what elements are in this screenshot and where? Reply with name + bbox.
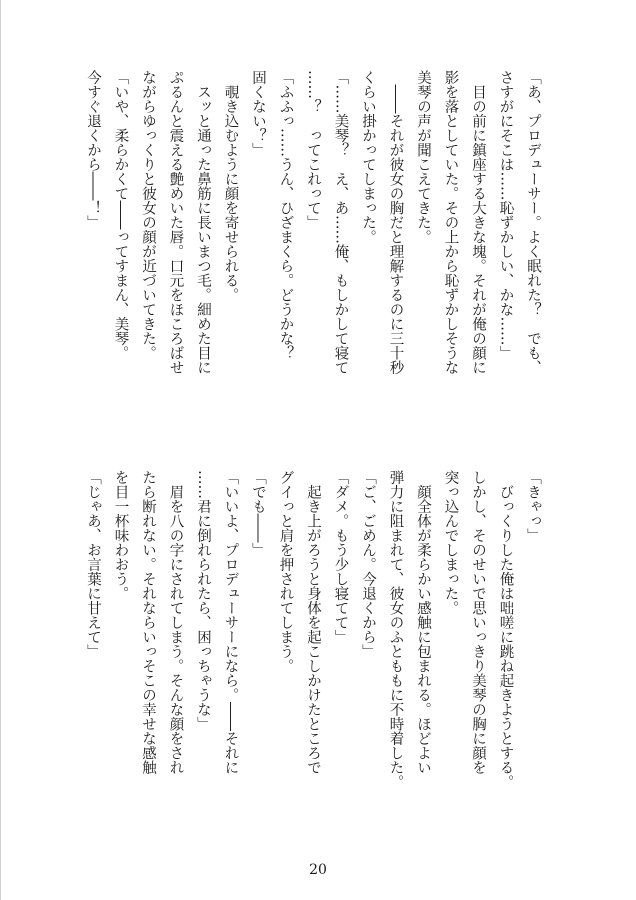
text-block-bottom (76, 470, 546, 850)
text-line: 「じゃあ、お言葉に甘えて」 (85, 470, 101, 659)
text-line: ながらゆっくりと彼女の顔が近づいてきた。 (140, 70, 156, 360)
text-line: 突っ込んでしまった。 (442, 470, 459, 615)
text-line: 今すぐ退くから――！」 (85, 70, 101, 230)
text-line: 「いいよ、プロデューサーになら。――それに (222, 470, 239, 775)
text-line: 「ダメ。もう少し寝てて」 (332, 470, 349, 644)
text-line: 「いや、柔らかくて――ってすまん、美琴。 (112, 70, 129, 360)
text-line: 「きゃっ」 (525, 470, 541, 543)
text-line: グイっと肩を押されてしまう。 (277, 470, 294, 673)
text-line: びっくりした俺は咄嗟に跳ね起きようとする。 (497, 470, 514, 789)
text-line: くらい掛かってしまった。 (360, 70, 376, 244)
text-line: ――それが彼女の胸だと理解するのに三十秒 (387, 70, 404, 375)
text-line: 起き上がろうと身体を起こしかけたところで (305, 470, 321, 775)
text-line: しかし、そのせいで思いっきり美琴の胸に顔を (470, 470, 486, 775)
text-line: ……？ ってこれって」 (305, 70, 321, 230)
text-line: 眉を八の字にされてしまう。そんな顔をされ (167, 470, 184, 775)
text-line: を目一杯味わおう。 (112, 470, 129, 601)
text-line: 覗き込むように顔を寄せられる。 (222, 70, 239, 302)
text-line: ……君に倒れられたら、困っちゃうな」 (195, 470, 211, 731)
text-line: たら断れない。それならいっそこの幸せな感触 (140, 470, 156, 775)
text-line: 「ご、ごめん。今退くから」 (360, 470, 376, 659)
text-line: 影を落としていた。その上から恥ずかしそうな (442, 70, 459, 375)
text-block-top (76, 70, 546, 450)
text-line: ぷるんと震える艶めいた唇。口元をほころばせ (167, 70, 184, 375)
text-line: 弾力に阻まれて、彼女のふとももに不時着した。 (387, 470, 404, 789)
text-line: スッと通った鼻筋に長いまつ毛。細めた目に (195, 70, 211, 375)
text-line: さすがにそこは……恥ずかしい、かな……」 (497, 70, 514, 360)
text-line: 「あ、プロデューサー。よく眠れた？ でも、 (525, 70, 541, 375)
text-line: 目の前に鎮座する大きな塊。それが俺の顔に (470, 70, 486, 375)
text-line: 固くない？」 (250, 70, 266, 157)
text-line: 顔全体が柔らかい感触に包まれる。ほどよい (415, 470, 431, 775)
text-line: 美琴の声が聞こえてきた。 (415, 70, 431, 244)
page-number: 20 (309, 862, 327, 878)
text-line: 「……美琴？ え、あ……俺、もしかして寝て (332, 70, 349, 375)
text-line: 「ふふっ……うん、ひざまくら。どうかな？ (277, 70, 294, 360)
page-edge (0, 0, 1, 900)
text-line: 「でも――」 (250, 470, 266, 557)
